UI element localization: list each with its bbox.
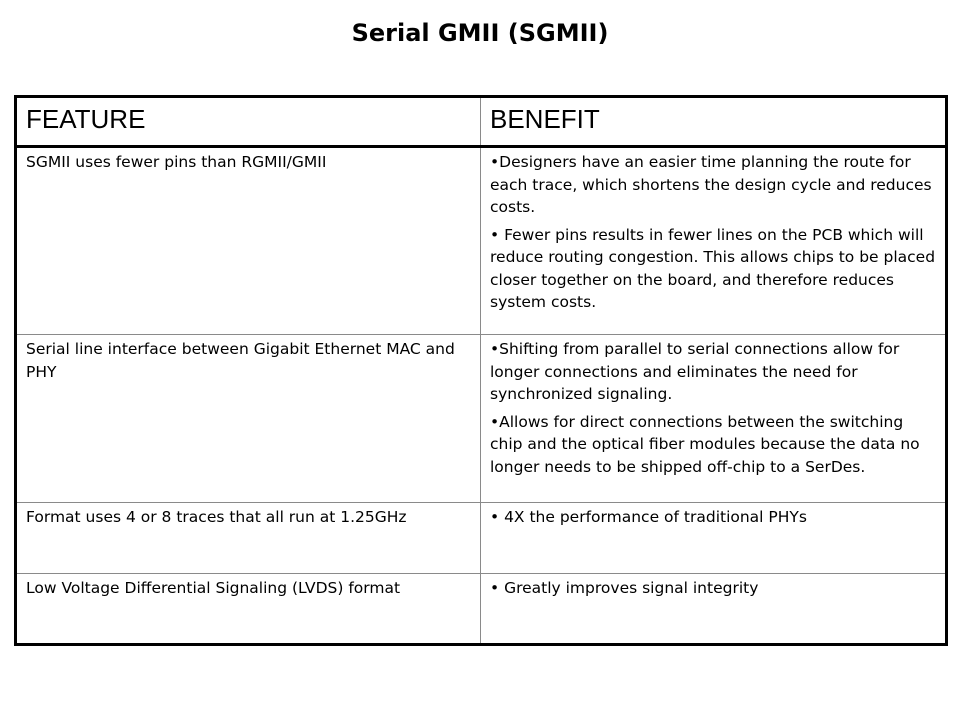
table-row bbox=[16, 147, 947, 335]
table-header-row bbox=[16, 97, 947, 147]
benefit-item: •Designers have an easier time planning the route for each trace, which shortens the design cycle and reduces costs. bbox=[490, 153, 932, 216]
feature-cell: SGMII uses fewer pins than RGMII/GMII bbox=[16, 147, 481, 335]
benefit-cell bbox=[481, 335, 947, 503]
benefit-item: •Shifting from parallel to serial connections allow for longer connections and eliminates the need for synchronized signaling. bbox=[490, 340, 900, 403]
feature-column-header: FEATURE bbox=[16, 97, 481, 147]
benefit-column-header: BENEFIT bbox=[481, 97, 947, 147]
table-row bbox=[16, 335, 947, 503]
benefit-item: • Fewer pins results in fewer lines on the PCB which will reduce routing congestion. This allows chips to be placed closer together on the board, and therefore reduces system costs. bbox=[490, 225, 936, 311]
benefit-cell bbox=[481, 147, 947, 335]
table-row bbox=[16, 574, 947, 645]
benefit-cell bbox=[481, 574, 947, 645]
benefit-item: •Allows for direct connections between the switching chip and the optical fiber modules because the data no longer needs to be shipped off-chip to a SerDes. bbox=[490, 412, 920, 476]
benefit-cell bbox=[481, 503, 947, 574]
feature-cell: Serial line interface between Gigabit Ethernet MAC and PHY bbox=[16, 335, 481, 503]
benefit-item: • 4X the performance of traditional PHYs bbox=[490, 508, 807, 526]
feature-benefit-table bbox=[14, 95, 948, 646]
table-row bbox=[16, 503, 947, 574]
feature-cell: Format uses 4 or 8 traces that all run at 1.25GHz bbox=[16, 503, 481, 574]
page-title: Serial GMII (SGMII) bbox=[351, 19, 609, 47]
feature-cell: Low Voltage Differential Signaling (LVDS) format bbox=[16, 574, 481, 645]
benefit-item: • Greatly improves signal integrity bbox=[490, 579, 759, 597]
